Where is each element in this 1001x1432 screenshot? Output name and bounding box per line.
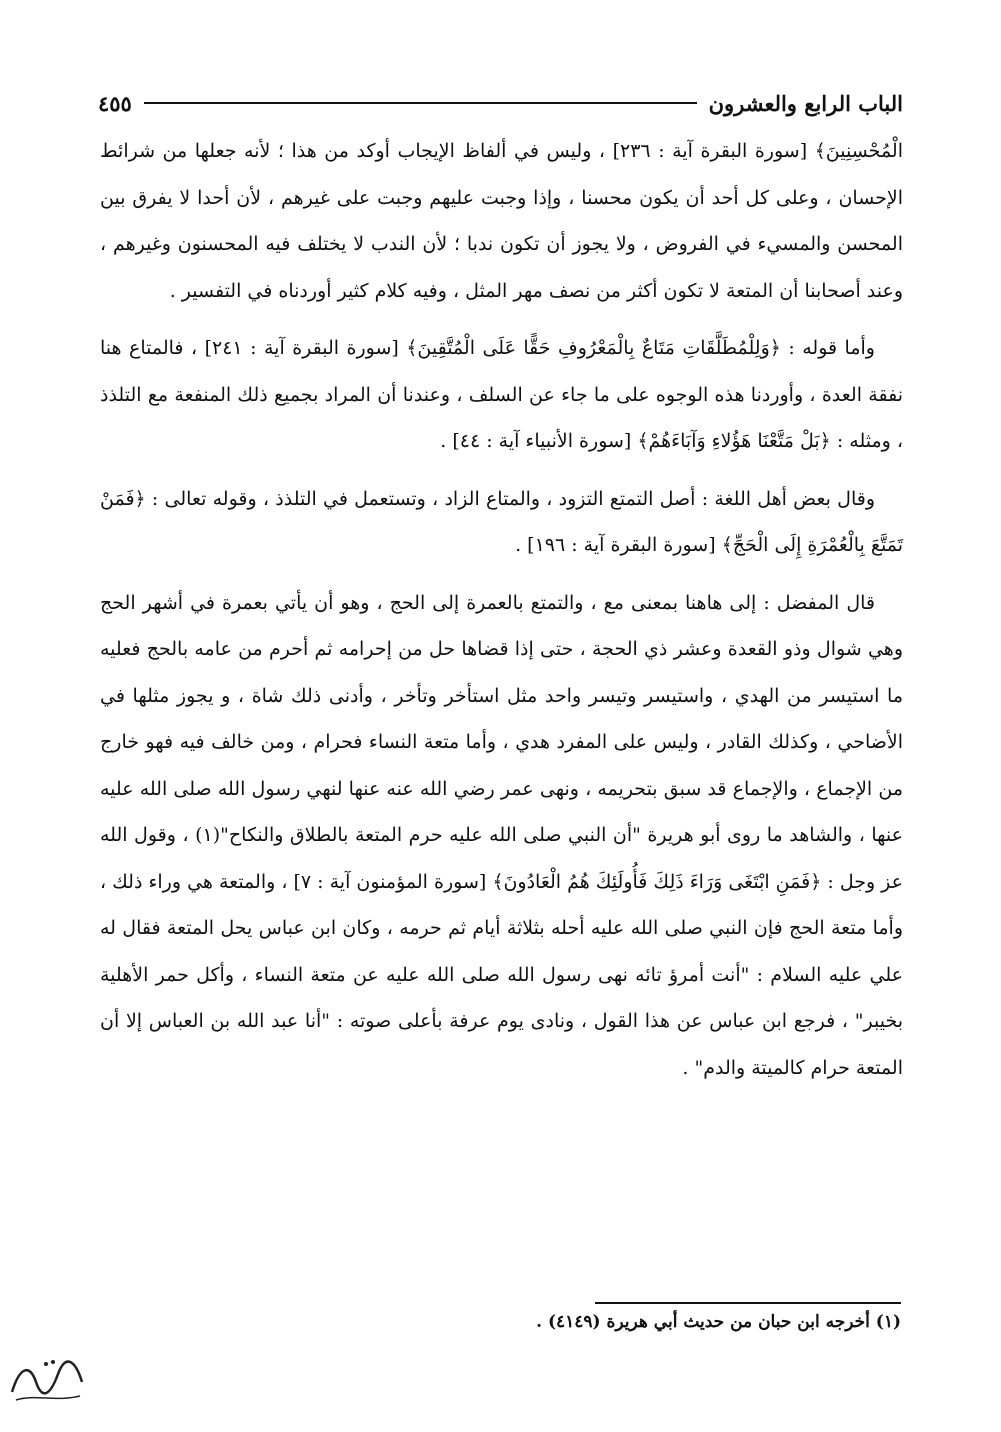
paragraph-2: وأما قوله : ﴿وَلِلْمُطَلَّقَاتِ مَتَاعٌ بِالْمَعْرُوفِ حَقًّا عَلَى الْمُتَّقِينَ﴾ [سورة البقرة آية : ٢٤١] ، فالمتاع هنا نفقة العدة ، وأوردنا هذه الوجوه على ما جاء عن السلف ، وعندنا أن المراد بجميع ذلك المنفعة مع التلذذ ، ومثله : ﴿بَلْ مَتَّعْنَا هَؤُلاءِ وَآبَاءَهُمْ﴾ [سورة الأنبياء آية : ٤٤] . <box>100 337 903 452</box>
watermark-logo <box>6 1352 88 1408</box>
paragraph-3: وقال بعض أهل اللغة : أصل التمتع التزود ، والمتاع الزاد ، وتستعمل في التلذذ ، وقوله تعالى : ﴿فَمَنْ تَمَتَّعَ بِالْعُمْرَةِ إِلَى الْحَجِّ﴾ [سورة البقرة آية : ١٩٦] . <box>100 487 903 556</box>
chapter-title: الباب الرابع والعشرون <box>708 90 903 116</box>
footnote-separator <box>595 1302 901 1304</box>
running-header <box>98 86 903 120</box>
footnote: (١) أخرجه ابن حبان من حديث أبي هريرة (٤١٤٩) . <box>536 1312 901 1332</box>
paragraph-4: قال المفضل : إلى هاهنا بمعنى مع ، والتمتع بالعمرة إلى الحج ، وهو أن يأتي بعمرة في أشهر الحج وهي شوال وذو القعدة وعشر ذي الحجة ، حتى إذا قضاها حل من إحرامه ثم أحرم من عامه بالحج فعليه ما استيسر من الهدي ، واستيسر وتيسر واحد مثل استأخر وتأخر ، وأدنى ذلك شاة ، و يجوز مثلها في الأضاحي ، وكذلك القادر ، وليس على المفرد هدي ، وأما متعة النساء فحرام ، ومن خالف فيه فهو خارج من الإجماع ، والإجماع قد سبق بتحريمه ، ونهى عمر رضي الله عنه عنها لنهي رسول الله صلى الله عليه عنها ، والشاهد ما روى أبو هريرة "أن النبي صلى الله عليه حرم المتعة بالطلاق والنكاح"(١) ، وقول الله عز وجل : ﴿فَمَنِ ابْتَغَى وَرَاءَ ذَلِكَ فَأُولَئِكَ هُمُ الْعَادُونَ﴾ [سورة المؤمنون آية : ٧] ، والمتعة هي وراء ذلك ، وأما متعة الحج فإن النبي صلى الله عليه أحله بثلاثة أيام ثم حرمه ، وكان ابن عباس يحل المتعة فقال له علي عليه السلام : "أنت أمرؤ تائه نهى رسول الله صلى الله عليه عن متعة النساء ، وأكل حمر الأهلية بخيبر" ، فرجع ابن عباس عن هذا القول ، ونادى يوم عرفة بأعلى صوته : "أنا عبد الله بن العباس إلا أن المتعة حرام كالميتة والدم" . <box>100 591 903 1079</box>
page-body <box>100 128 903 1091</box>
page-number: ٤٥٥ <box>98 90 132 116</box>
header-rule <box>144 102 697 104</box>
paragraph-1: الْمُحْسِنِينَ﴾ [سورة البقرة آية : ٢٣٦] ، وليس في ألفاظ الإيجاب أوكد من هذا ؛ لأنه جعلها من شرائط الإحسان ، وعلى كل أحد أن يكون محسنا ، وإذا وجبت عليهم وجبت على غيرهم ، لأن أحدا لا يفرق بين المحسن والمسيء في الفروض ، ولا يجوز أن تكون ندبا ؛ لأن الندب لا يختلف فيه المحسنون وغيرهم ، وعند أصحابنا أن المتعة لا تكون أكثر من نصف مهر المثل ، وفيه كلام كثير أوردناه في التفسير . <box>100 140 903 302</box>
